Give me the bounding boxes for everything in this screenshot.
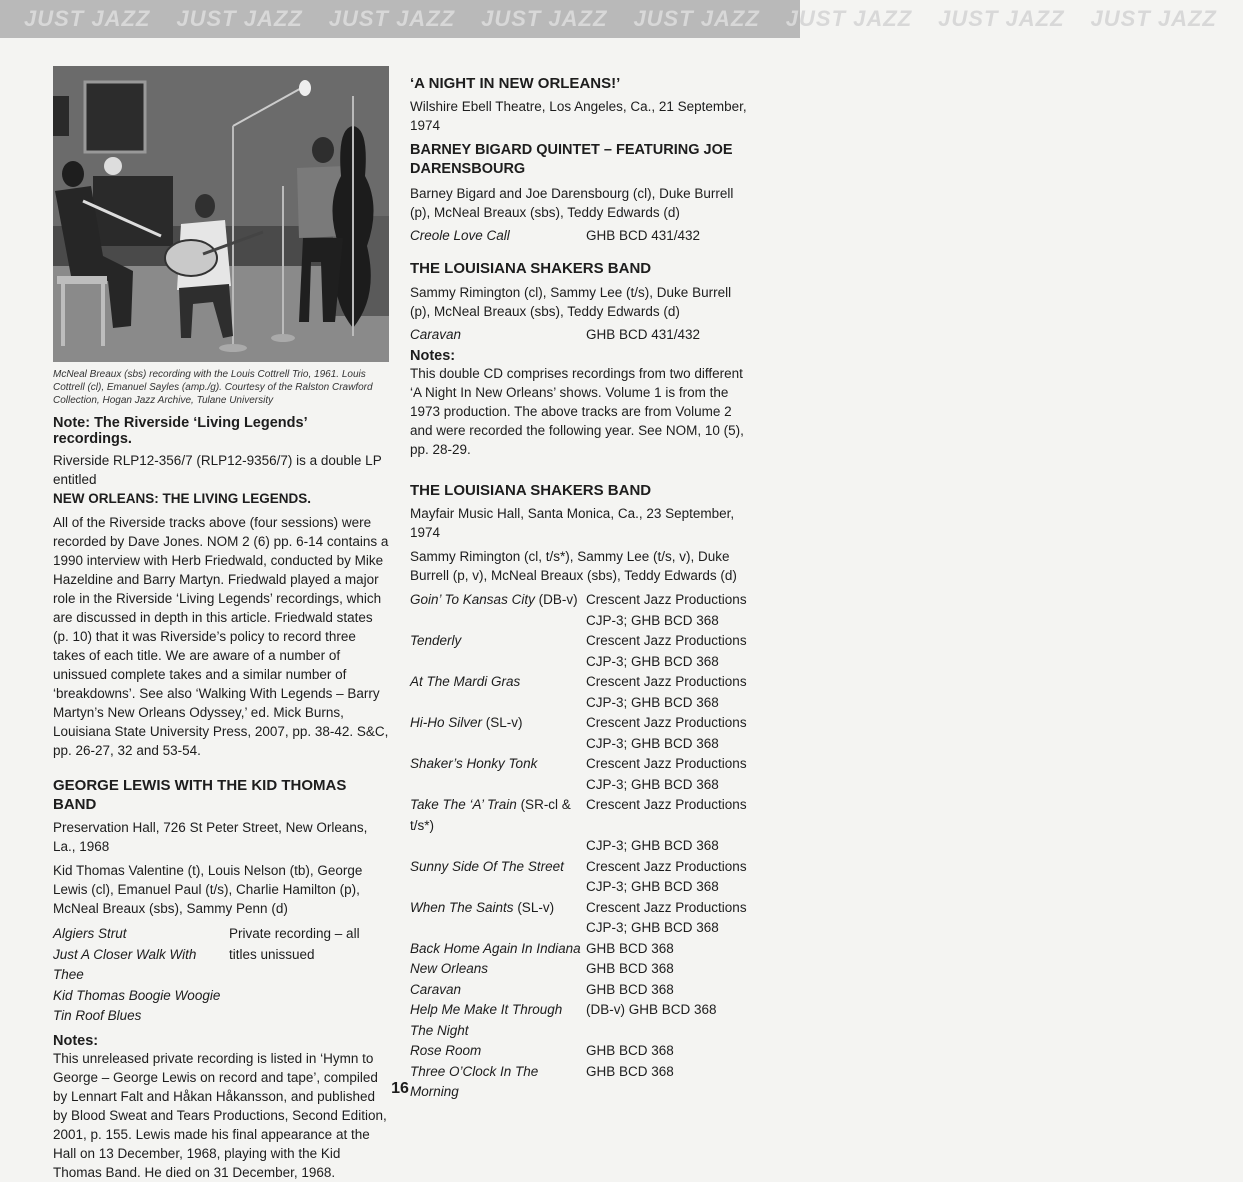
running-header-band: [0, 0, 1217, 38]
track-title-text: When The Saints: [410, 899, 514, 915]
track-issue: Crescent Jazz Productions: [586, 858, 747, 874]
right-column: [410, 74, 748, 1103]
track-title: [410, 631, 586, 652]
track-title-spacer: [410, 918, 586, 939]
track-title-spacer: [410, 611, 586, 632]
track-issue: CJP-3; GHB BCD 368: [586, 612, 719, 628]
track-issue: Crescent Jazz Productions: [586, 797, 747, 812]
track-issue: GHB BCD 431/432: [586, 228, 701, 243]
track-issue: Crescent Jazz Productions: [586, 756, 747, 771]
lp-intro-text: Riverside RLP12-356/7 (RLP12-9356/7) is a double LP entitled: [53, 453, 382, 487]
night-venue: Wilshire Ebell Theatre, Los Angeles, Ca., 21 September, 1974: [410, 99, 747, 133]
track-title-text: Take The ‘A’ Train: [410, 797, 517, 812]
track-issue: GHB BCD 368: [586, 1063, 674, 1079]
night-notes-heading: Notes:: [410, 348, 456, 364]
track-issue: GHB BCD 368: [586, 981, 674, 997]
lp-title: NEW ORLEANS: THE LIVING LEGENDS.: [53, 491, 312, 506]
track-title-text: At The Mardi Gras: [410, 674, 521, 689]
track-title: Tin Roof Blues: [53, 1008, 142, 1023]
track-vocal-note: (SL-v): [513, 899, 555, 915]
running-header-text: JUST JAZZ: [1090, 6, 1217, 31]
running-header-text: JUST JAZZ: [785, 6, 913, 31]
track-title: Caravan: [410, 981, 462, 997]
night-shakers-track-row: [410, 327, 748, 342]
track-issue: CJP-3; GHB BCD 368: [586, 735, 719, 751]
lewis-notes-text: This unreleased private recording is listed in ‘Hymn to George – George Lewis on record and tape’, compiled by Lennart Falt and Håkan Håkansson, and published by Blood Sweat and Tears Productions, Second Edition, 2001, p. 155. Lewis made his final appearance at the Hall on 13 December, 1968, playing with the Kid Thomas Band. He died on 31 December, 1968.: [53, 1050, 387, 1180]
track-issue: [586, 1021, 748, 1042]
lewis-notes-heading: Notes:: [53, 1032, 99, 1049]
lewis-personnel: Kid Thomas Valentine (t), Louis Nelson (tb), George Lewis (cl), Emanuel Paul (t/s), Charlie Hamilton (p), McNeal Breaux (sbs), Sammy Penn (d): [53, 863, 363, 916]
track-title: Caravan: [410, 327, 462, 342]
track-issue: CJP-3; GHB BCD 368: [586, 838, 719, 853]
track-title: Help Me Make It Through: [410, 1002, 563, 1017]
lewis-issue-note: Private recording – all titles unissued: [229, 926, 360, 962]
track-title: [410, 898, 586, 919]
track-issue: GHB BCD 368: [586, 940, 674, 956]
running-header-text: JUST JAZZ: [481, 6, 608, 31]
track-vocal-note: (DB-v): [534, 592, 578, 607]
track-title-text: Hi-Ho Silver: [410, 715, 483, 730]
lewis-track-list: [53, 924, 389, 1027]
night-show-title: ‘A NIGHT IN NEW ORLEANS!’: [410, 75, 621, 92]
page-number: 16: [391, 1080, 409, 1097]
bigard-band-heading: BARNEY BIGARD QUINTET – FEATURING JOE DARENSBOURG: [410, 142, 733, 177]
running-header-text: JUST JAZZ: [633, 6, 760, 31]
track-vocal-note: (SR-cl & t/s*): [410, 797, 571, 833]
track-issue: CJP-3; GHB BCD 368: [586, 653, 719, 669]
running-header-text: JUST JAZZ: [938, 6, 1065, 31]
mayfair-venue: Mayfair Music Hall, Santa Monica, Ca., 23 September, 1974: [410, 506, 735, 540]
session-photo: [53, 66, 389, 362]
night-shakers-heading: THE LOUISIANA SHAKERS BAND: [410, 260, 652, 277]
track-title-spacer: [410, 652, 586, 673]
left-column: [53, 66, 389, 1182]
track-issue: Crescent Jazz Productions: [586, 899, 747, 915]
track-title: [410, 795, 586, 836]
track-title-spacer: [410, 775, 586, 796]
track-title: The Night: [410, 1022, 469, 1038]
track-issue: Crescent Jazz Productions: [586, 674, 747, 689]
track-issue: Crescent Jazz Productions: [586, 715, 747, 730]
track-title-text: Goin’ To Kansas City: [410, 592, 535, 607]
track-title-text: Sunny Side Of The Street: [410, 858, 564, 874]
track-issue: GHB BCD 368: [586, 961, 674, 976]
track-issue: CJP-3; GHB BCD 368: [586, 776, 719, 792]
track-title: Kid Thomas Boogie Woogie: [53, 987, 221, 1003]
track-title: Algiers Strut: [53, 926, 127, 941]
track-title-spacer: [410, 877, 586, 898]
track-title: [410, 590, 586, 611]
track-issue: CJP-3; GHB BCD 368: [586, 694, 719, 710]
track-title: Creole Love Call: [410, 228, 510, 243]
track-title: [410, 754, 586, 775]
track-issue: CJP-3; GHB BCD 368: [586, 879, 719, 894]
track-title: Rose Room: [410, 1043, 482, 1058]
lewis-band-heading: GEORGE LEWIS WITH THE KID THOMAS BAND: [53, 777, 347, 813]
track-title-text: Shaker’s Honky Tonk: [410, 756, 538, 771]
night-shakers-personnel: Sammy Rimington (cl), Sammy Lee (t/s), Duke Burrell (p), McNeal Breaux (sbs), Teddy Edwards (d): [410, 285, 732, 319]
bigard-track-row: [410, 228, 748, 243]
mayfair-track-list: [410, 590, 748, 1103]
lewis-venue: Preservation Hall, 726 St Peter Street, New Orleans, La., 1968: [53, 820, 368, 854]
track-title-spacer: [410, 734, 586, 755]
track-title: [410, 672, 586, 693]
track-title-spacer: [410, 836, 586, 857]
track-title: New Orleans: [410, 961, 489, 976]
track-issue: GHB BCD 368: [586, 1043, 674, 1058]
track-issue: Crescent Jazz Productions: [586, 633, 747, 648]
photo-caption: McNeal Breaux (sbs) recording with the Louis Cottrell Trio, 1961. Louis Cottrell (cl), Emanuel Sayles (amp./g). Courtesy of the Ralston Crawford Collection, Hogan Jazz Archive, Tulane University: [53, 369, 373, 406]
track-title: [410, 713, 586, 734]
running-header-text: JUST JAZZ: [328, 6, 456, 31]
lp-body-text: All of the Riverside tracks above (four sessions) were recorded by Dave Jones. NOM 2 (6) pp. 6-14 contains a 1990 interview with Herb Friedwald, conducted by Mike Hazeldine and Barry Martyn. Friedwald played a major role in the Riverside ‘Living Legends’ recordings, which are discussed in depth in this article. Friedwald states (p. 10) that it was Riverside’s policy to record three takes of each title. We are aware of a number of unissued complete takes and a similar number of ‘breakdowns’. See also ‘Walking With Legends – Barry Martyn’s New Orleans Odyssey,’ ed. Mick Burns, Louisiana State University Press, 2007, pp. 38-42. S&C, pp. 26-27, 32 and 53-54.: [53, 515, 389, 758]
track-title: Back Home Again In Indiana: [410, 940, 581, 956]
mayfair-personnel: Sammy Rimington (cl, t/s*), Sammy Lee (t/s, v), Duke Burrell (p, v), McNeal Breaux (sbs), Teddy Edwards (d): [410, 549, 737, 583]
riverside-note-heading: Note: The Riverside ‘Living Legends’ recordings.: [53, 415, 307, 447]
night-notes-text: This double CD comprises recordings from two different ‘A Night In New Orleans’ shows. Volume 1 is from the 1973 production. The above tracks are from Volume 2 and were recorded the following year. See NOM, 10 (5), pp. 28-29.: [410, 366, 744, 457]
track-issue: Crescent Jazz Productions: [586, 592, 747, 607]
running-header-text: JUST JAZZ: [24, 6, 151, 31]
track-title-spacer: [410, 693, 586, 714]
track-title-text: Tenderly: [410, 633, 462, 648]
photo-illustration: [53, 66, 389, 362]
track-title: [410, 857, 586, 878]
running-header-text: JUST JAZZ: [176, 6, 303, 31]
mayfair-band-heading: THE LOUISIANA SHAKERS BAND: [410, 482, 652, 499]
track-title: Just A Closer Walk With Thee: [53, 946, 197, 982]
track-vocal-note: (SL-v): [482, 715, 523, 730]
track-issue: GHB BCD 431/432: [586, 327, 701, 342]
track-title: Three O’Clock In The Morning: [410, 1063, 539, 1099]
track-issue: CJP-3; GHB BCD 368: [586, 920, 719, 935]
bigard-personnel: Barney Bigard and Joe Darensbourg (cl), Duke Burrell (p), McNeal Breaux (sbs), Teddy Edwards (d): [410, 186, 734, 220]
track-issue: (DB-v) GHB BCD 368: [586, 1002, 717, 1017]
